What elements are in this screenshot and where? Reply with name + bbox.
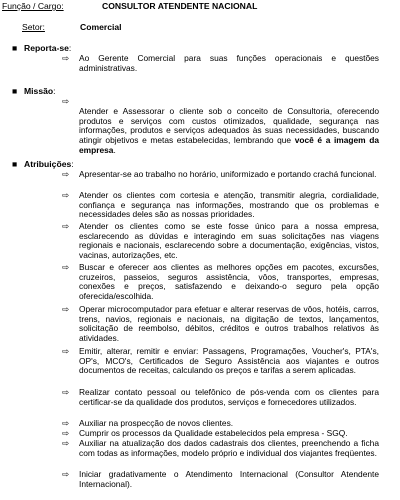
arrow-right-icon: ⇨	[62, 438, 70, 448]
missao-emphasis: você é a imagem da empresa	[79, 135, 379, 155]
attribution-item: Atender os clientes como se este fosse único para a nossa empresa, esclarecendo as dúvidas e interagindo em suas solicitações nas viagens regionais e nacionais, esclarecendo sobre a documentação, exigências, vistos, vacinas, autorizações, etc.	[79, 221, 379, 261]
arrow-right-icon: ⇨	[62, 262, 70, 272]
attribution-item: Buscar e oferecer aos clientes as melhores opções em pacotes, excursões, cruzeiros, passeios, seguros assistência, vôos, transportes, empresas, conexões e preços, satisfazendo e deixando-o seguro pela opção oferecida/escolhida.	[79, 262, 379, 302]
arrow-right-icon: ⇨	[62, 346, 70, 356]
square-bullet-icon: ■	[12, 159, 18, 169]
arrow-right-icon: ⇨	[62, 387, 70, 397]
sector-label: Setor:	[22, 22, 45, 32]
section-missao-title: ■ Missão:	[12, 86, 56, 96]
square-bullet-icon: ■	[12, 86, 18, 96]
section-atribuicoes-title: ■ Atribuições:	[12, 159, 74, 169]
square-bullet-icon: ■	[12, 43, 18, 53]
job-title-row	[2, 1, 258, 11]
attribution-item: Auxiliar na atualização dos dados cadastrais dos clientes, preenchendo a ficha com todas as informações, modelo próprio e individual dos viajantes freqüentes.	[79, 438, 379, 458]
reporta-item: Ao Gerente Comercial para suas funções operacionais e questões administrativas.	[79, 53, 379, 73]
attribution-item: Apresentar-se ao trabalho no horário, uniformizado e portando crachá funcional.	[79, 169, 377, 179]
arrow-right-icon: ⇨	[62, 221, 70, 231]
attribution-item: Iniciar gradativamente o Atendimento Internacional (Consultor Atendente Internacional).	[79, 469, 379, 489]
arrow-right-icon: ⇨	[62, 190, 70, 200]
attribution-item: Operar microcomputador para efetuar e alterar reservas de vôos, hotéis, carros, trens, navios, regionais e nacionais, na digitação de textos, lançamentos, solicitação de reembolso, débitos, créditos e outros trabalhos relativos às atividades.	[79, 304, 379, 344]
arrow-right-icon: ⇨	[62, 304, 70, 314]
arrow-right-icon: ⇨	[62, 428, 70, 438]
arrow-right-icon: ⇨	[62, 169, 70, 179]
arrow-right-icon: ⇨	[62, 469, 70, 479]
job-title-label: Função / Cargo:	[2, 1, 64, 11]
arrow-right-icon: ⇨	[62, 96, 70, 106]
attribution-item: Auxiliar na prospecção de novos clientes.	[79, 418, 234, 428]
attribution-item: Emitir, alterar, remitir e enviar: Passagens, Programações, Voucher's, PTA's, OP's, MCO's, Certificados de Seguro Assistência aos viajantes e outros documentos de receitas, calculando os preços e tarifas a serem aplicadas.	[79, 346, 379, 376]
sector-row	[22, 22, 122, 32]
attribution-item: Atender os clientes com cortesia e atenção, transmitir alegria, cordialidade, confiança e segurança nas informações, mostrando que os problemas e necessidades deles são as nossas prioridades.	[79, 190, 379, 220]
attribution-item: Cumprir os processos da Qualidade estabelecidos pela empresa - SGQ.	[79, 428, 348, 438]
missao-text: Atender e Assessorar o cliente sob o conceito de Consultoria, oferecendo produtos e serviços com custos otimizados, qualidade, segurança nas informações, produtos e serviços adequados às suas necessidades, buscando atingir objetivos e metas estabelecidas, lembrando que você é a imagem da empresa.	[79, 106, 379, 155]
arrow-right-icon: ⇨	[62, 53, 70, 63]
attribution-item: Realizar contato pessoal ou telefônico de pós-venda com os clientes para certificar-se da qualidade dos produtos, serviços e fornecedores utilizados.	[79, 387, 379, 407]
job-title-value: CONSULTOR ATENDENTE NACIONAL	[102, 1, 258, 11]
section-reporta-title: ■ Reporta-se:	[12, 43, 72, 53]
sector-value: Comercial	[80, 22, 122, 32]
arrow-right-icon: ⇨	[62, 418, 70, 428]
